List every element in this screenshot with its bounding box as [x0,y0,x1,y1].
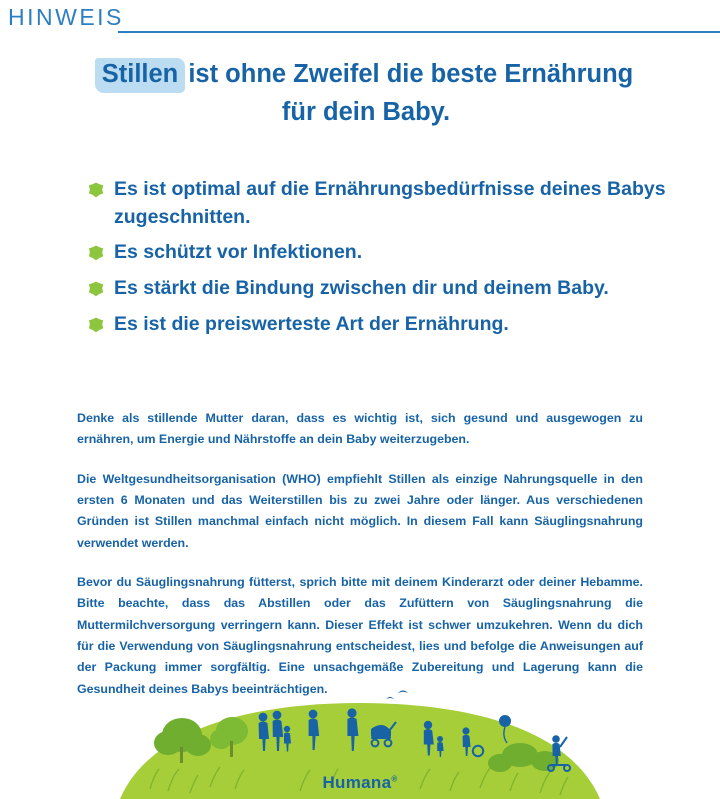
headline-line-1 [36,56,696,94]
benefits-list [88,176,688,346]
list-item-label: Es ist die preiswerteste Art der Ernährung. [114,312,509,335]
header-divider [118,31,720,33]
paragraph-1: Denke als stillende Mutter daran, dass es wichtig ist, sich gesund und ausgewogen zu ernähren, um Energie und Nährstoffe an dein Baby weiterzugeben. [77,411,643,447]
list-item [88,275,688,303]
paragraph-3: Bevor du Säuglingsnahrung fütterst, sprich bitte mit deinem Kinderarzt oder deiner Hebamme. Bitte beachte, dass das Abstillen oder das Zufüttern von Säuglingsnahrung die Muttermilchversorgung verringern kann. Dieser Effekt ist schwer umzukehren. Wenn du dich für die Verwendung von Säuglingsnahrung entscheidest, lies und befolge die Anweisungen auf der Packung immer sorgfältig. Eine unsachgemäße Zubereitung und Lagerung kann die Gesundheit deines Babys beeinträchtigen. [77,574,643,696]
flower-bullet-icon [88,245,104,261]
page-header-label: HINWEIS [8,4,124,30]
headline-rest: ist ohne Zweifel die beste Ernährung [181,60,634,88]
brand-logo [0,773,720,793]
flower-bullet-icon [88,281,104,297]
highlighted-word: Stillen [99,56,182,94]
headline-line-2: für dein Baby. [281,97,451,126]
list-item [88,176,688,231]
flower-bullet-icon [88,182,104,198]
list-item [88,239,688,267]
list-item-label: Es stärkt die Bindung zwischen dir und deinem Baby. [114,277,609,300]
page-title [36,56,696,131]
brand-name: Humana [322,773,392,792]
list-item-label: Es schützt vor Infektionen. [114,241,363,264]
list-item-label: Es ist optimal auf die Ernährungsbedürfnisse deines Babys zugeschnitten. [114,178,666,228]
flower-bullet-icon [88,317,104,333]
list-item [88,311,688,339]
hill-illustration [0,669,720,799]
paragraph-2: Die Weltgesundheitsorganisation (WHO) empfiehlt Stillen als einzige Nahrungsquelle in den ersten 6 Monaten und das Weiterstillen bis zu zwei Jahre oder länger. Aus verschiedenen Gründen ist Stillen manchmal einfach nicht möglich. In diesem Fall kann Säuglingsnahrung verwendet werden. [77,471,643,550]
body-copy [77,408,643,700]
brand-mark: ® [391,774,398,784]
